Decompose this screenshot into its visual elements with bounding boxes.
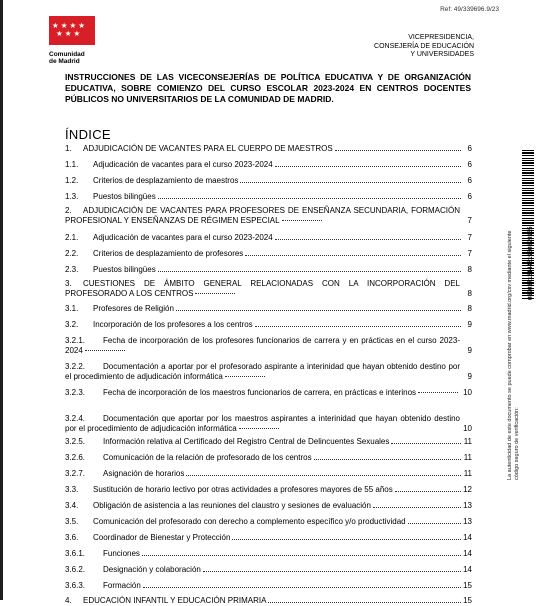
toc-entry-title: Fecha de incorporación de los profesores funcionarios de carrera y en prácticas en el curso 2023-2024 bbox=[65, 336, 460, 355]
toc-entry-title: Coordinador de Bienestar y Protección bbox=[93, 533, 231, 542]
dot-leader bbox=[142, 555, 461, 556]
toc-entry-title: Comunicación de la relación de profesorado de los centros bbox=[103, 453, 312, 462]
toc-entry-title: Información relativa al Certificado del Registro Central de Delincuentes Sexuales bbox=[103, 437, 390, 446]
toc-entry-page: 7 bbox=[467, 216, 472, 225]
toc-entry[interactable] bbox=[65, 304, 472, 314]
toc-entry[interactable] bbox=[65, 279, 472, 299]
logo-line-2: de Madrid bbox=[49, 58, 80, 65]
toc-entry[interactable] bbox=[65, 533, 472, 543]
dot-leader bbox=[282, 220, 322, 221]
toc-entry-page: 11 bbox=[463, 437, 472, 446]
verification-code: 0890371214431930899135 bbox=[528, 226, 534, 300]
toc-entry-number: 1.1. bbox=[65, 160, 79, 169]
toc-entry-title: EDUCACIÓN INFANTIL Y EDUCACIÓN PRIMARIA bbox=[83, 596, 267, 605]
toc-entry-title: Designación y colaboración bbox=[103, 565, 201, 574]
toc-entry[interactable] bbox=[65, 336, 472, 356]
toc-entry-title: Fecha de incorporación de los maestros funcionarios de carrera, en prácticas e interinos bbox=[103, 388, 417, 397]
toc-entry-title: Puestos bilingües bbox=[93, 192, 156, 201]
dot-leader bbox=[275, 239, 461, 240]
toc-entry-page: 7 bbox=[467, 233, 472, 242]
toc-entry-title: Comunicación del profesorado con derecho a complemento específico y/o productividad bbox=[93, 517, 406, 526]
toc-entry[interactable] bbox=[65, 453, 472, 463]
toc-entry[interactable] bbox=[65, 144, 472, 154]
dot-leader bbox=[203, 571, 461, 572]
toc-entry[interactable] bbox=[65, 362, 472, 382]
toc-entry[interactable] bbox=[65, 469, 472, 479]
org-line-1: VICEPRESIDENCIA, bbox=[408, 34, 474, 41]
dot-leader bbox=[143, 587, 461, 588]
toc-entry-page: 6 bbox=[467, 160, 472, 169]
dot-leader bbox=[240, 182, 461, 183]
toc-entry-number: 3.4. bbox=[65, 501, 79, 510]
dot-leader bbox=[85, 350, 125, 351]
dot-leader bbox=[225, 376, 265, 377]
toc-entry[interactable] bbox=[65, 565, 472, 575]
toc-entry-page: 8 bbox=[467, 265, 472, 274]
toc-entry-title: Funciones bbox=[103, 549, 140, 558]
toc-entry-title: CUESTIONES DE ÁMBITO GENERAL RELACIONADAS CON LA INCORPORACIÓN DEL PROFESORADO A LOS CENTROS bbox=[65, 279, 460, 298]
comunidad-madrid-logo bbox=[49, 16, 95, 65]
toc-entry-page: 6 bbox=[467, 144, 472, 153]
toc-entry-page: 13 bbox=[463, 517, 472, 526]
dot-leader bbox=[245, 255, 461, 256]
toc-entry-title: ADJUDICACIÓN DE VACANTES PARA PROFESORES DE ENSEÑANZA SECUNDARIA, FORMACIÓN PROFESIONAL Y ENSEÑANZAS DE RÉGIMEN ESPECIAL bbox=[65, 206, 460, 225]
dot-leader bbox=[176, 310, 461, 311]
toc-entry-title: Adjudicación de vacantes para el curso 2023-2024 bbox=[93, 233, 273, 242]
toc-entry-page: 15 bbox=[463, 581, 472, 590]
toc-entry-title: Incorporación de los profesores a los centros bbox=[93, 320, 253, 329]
toc-entry-number: 1. bbox=[65, 144, 72, 153]
toc-entry[interactable] bbox=[65, 265, 472, 275]
toc-entry[interactable] bbox=[65, 160, 472, 170]
toc-entry[interactable] bbox=[65, 176, 472, 186]
dot-leader bbox=[275, 166, 461, 167]
verification-note: La autenticidad de este documento se puede comprobar en www.madrid.org/csv mediante el siguiente código seguro de verificación: bbox=[507, 230, 520, 480]
toc-entry-title: ADJUDICACIÓN DE VACANTES PARA EL CUERPO DE MAESTROS bbox=[83, 144, 333, 153]
toc-entry-page: 14 bbox=[463, 565, 472, 574]
toc-entry-number: 3.6. bbox=[65, 533, 79, 542]
dot-leader bbox=[314, 459, 461, 460]
toc-entry[interactable] bbox=[65, 517, 472, 527]
flag-icon: ★ ★ ★ ★ ★ ★ ★ bbox=[49, 16, 95, 45]
toc-entry-number: 2.3. bbox=[65, 265, 79, 274]
logo-line-1: Comunidad bbox=[49, 51, 85, 58]
toc-entry-number: 3.1. bbox=[65, 304, 79, 313]
toc-entry-page: 11 bbox=[463, 453, 472, 462]
org-line-2: CONSEJERÍA DE EDUCACIÓN bbox=[374, 42, 474, 50]
toc-entry-title: Obligación de asistencia a las reuniones del claustro y sesiones de evaluación bbox=[93, 501, 371, 510]
dot-leader bbox=[186, 475, 461, 476]
toc-entry-page: 9 bbox=[467, 346, 472, 355]
toc-entry-title: Criterios de desplazamiento de profesores bbox=[93, 249, 244, 258]
toc-entry-number: 2. bbox=[65, 206, 72, 215]
toc-entry-number: 3.2.6. bbox=[65, 453, 86, 462]
toc-entry-number: 3.6.3. bbox=[65, 581, 86, 590]
toc-entry-title: Adjudicación de vacantes para el curso 2023-2024 bbox=[93, 160, 273, 169]
toc-entry-page: 10 bbox=[463, 388, 472, 397]
toc-entry-title: Documentación a aportar por el profesorado aspirante a interinidad que hayan obtenido destino por el procedimiento de adjudicación informática bbox=[65, 362, 460, 381]
dot-leader bbox=[195, 293, 235, 294]
toc-entry-number: 3.2.1. bbox=[65, 336, 86, 345]
toc-entry[interactable] bbox=[65, 192, 472, 202]
toc-entry-number: 3.3. bbox=[65, 485, 79, 494]
toc-entry[interactable] bbox=[65, 414, 472, 434]
toc-entry-number: 3.2.4. bbox=[65, 414, 86, 423]
toc-entry-page: 6 bbox=[467, 192, 472, 201]
toc-entry[interactable] bbox=[65, 596, 472, 606]
toc-entry-title: Profesores de Religión bbox=[93, 304, 174, 313]
toc-entry-number: 3.2.7. bbox=[65, 469, 86, 478]
toc-entry-page: 6 bbox=[467, 176, 472, 185]
toc-entry-number: 3.5. bbox=[65, 517, 79, 526]
toc-entry[interactable] bbox=[65, 437, 472, 447]
dot-leader bbox=[418, 392, 458, 393]
dot-leader bbox=[395, 491, 461, 492]
toc-entry-title: Criterios de desplazamiento de maestros bbox=[93, 176, 239, 185]
toc-entry-number: 3.2. bbox=[65, 320, 79, 329]
toc-entry[interactable] bbox=[65, 249, 472, 259]
dot-leader bbox=[373, 507, 461, 508]
dot-leader bbox=[255, 326, 461, 327]
toc-entry-page: 8 bbox=[467, 304, 472, 313]
toc-entry[interactable] bbox=[65, 485, 472, 495]
toc-entry-page: 14 bbox=[463, 533, 472, 542]
toc-entry-title: Sustitución de horario lectivo por otras actividades a profesores mayores de 55 años bbox=[93, 485, 393, 494]
toc-entry-number: 3.2.5. bbox=[65, 437, 86, 446]
toc-entry-page: 8 bbox=[467, 289, 472, 298]
toc-entry-title: Puestos bilingües bbox=[93, 265, 156, 274]
toc-entry-page: 14 bbox=[463, 549, 472, 558]
toc-entry-page: 7 bbox=[467, 249, 472, 258]
toc-entry-page: 15 bbox=[463, 596, 472, 605]
toc-entry[interactable] bbox=[65, 320, 472, 330]
dot-leader bbox=[335, 150, 461, 151]
reference-number: Ref: 49/339696.9/23 bbox=[440, 6, 499, 13]
toc-entry-number: 2.2. bbox=[65, 249, 79, 258]
document-title: INSTRUCCIONES DE LAS VICECONSEJERÍAS DE POLÍTICA EDUCATIVA Y DE ORGANIZACIÓN EDUCATIVA, SOBRE COMIENZO DEL CURSO ESCOLAR 2023-2024 EN CENTROS DOCENTES PÚBLICOS NO UNIVERSITARIOS DE LA COMUNIDAD DE MADRID. bbox=[65, 72, 471, 104]
toc-entry-page: 9 bbox=[467, 320, 472, 329]
dot-leader bbox=[239, 428, 279, 429]
org-line-3: Y UNIVERSIDADES bbox=[410, 51, 474, 58]
toc-entry-number: 1.3. bbox=[65, 192, 79, 201]
toc-entry-title: Asignación de horarios bbox=[103, 469, 185, 478]
toc-entry-number: 3.2.2. bbox=[65, 362, 86, 371]
toc-entry[interactable] bbox=[65, 206, 472, 226]
dot-leader bbox=[158, 198, 461, 199]
toc-entry-number: 2.1. bbox=[65, 233, 79, 242]
toc-entry-page: 9 bbox=[467, 372, 472, 381]
toc-entry-number: 1.2. bbox=[65, 176, 79, 185]
toc-entry-number: 3.6.1. bbox=[65, 549, 86, 558]
toc-heading: ÍNDICE bbox=[65, 127, 111, 142]
toc-entry[interactable] bbox=[65, 388, 472, 398]
dot-leader bbox=[268, 602, 461, 603]
toc-entry-page: 12 bbox=[463, 485, 472, 494]
toc-entry-number: 3.6.2. bbox=[65, 565, 86, 574]
dot-leader bbox=[391, 443, 461, 444]
toc-entry[interactable] bbox=[65, 581, 472, 591]
toc-entry-title: Documentación que aportar por los maestros aspirantes a interinidad que hayan obtenido destino por el procedimiento de adjudicación informática bbox=[65, 414, 460, 433]
dot-leader bbox=[408, 523, 461, 524]
toc-entry-number: 3. bbox=[65, 279, 72, 288]
toc-entry-number: 3.2.3. bbox=[65, 388, 86, 397]
toc-entry-page: 13 bbox=[463, 501, 472, 510]
toc-entry-page: 11 bbox=[463, 469, 472, 478]
toc-entry[interactable] bbox=[65, 233, 472, 243]
organization-block bbox=[374, 34, 474, 60]
toc-entry-title: Formación bbox=[103, 581, 141, 590]
dot-leader bbox=[158, 271, 461, 272]
toc-entry-page: 10 bbox=[463, 424, 472, 433]
toc-entry-number: 4. bbox=[65, 596, 72, 605]
toc-entry[interactable] bbox=[65, 549, 472, 559]
toc-entry[interactable] bbox=[65, 501, 472, 511]
dot-leader bbox=[232, 539, 461, 540]
